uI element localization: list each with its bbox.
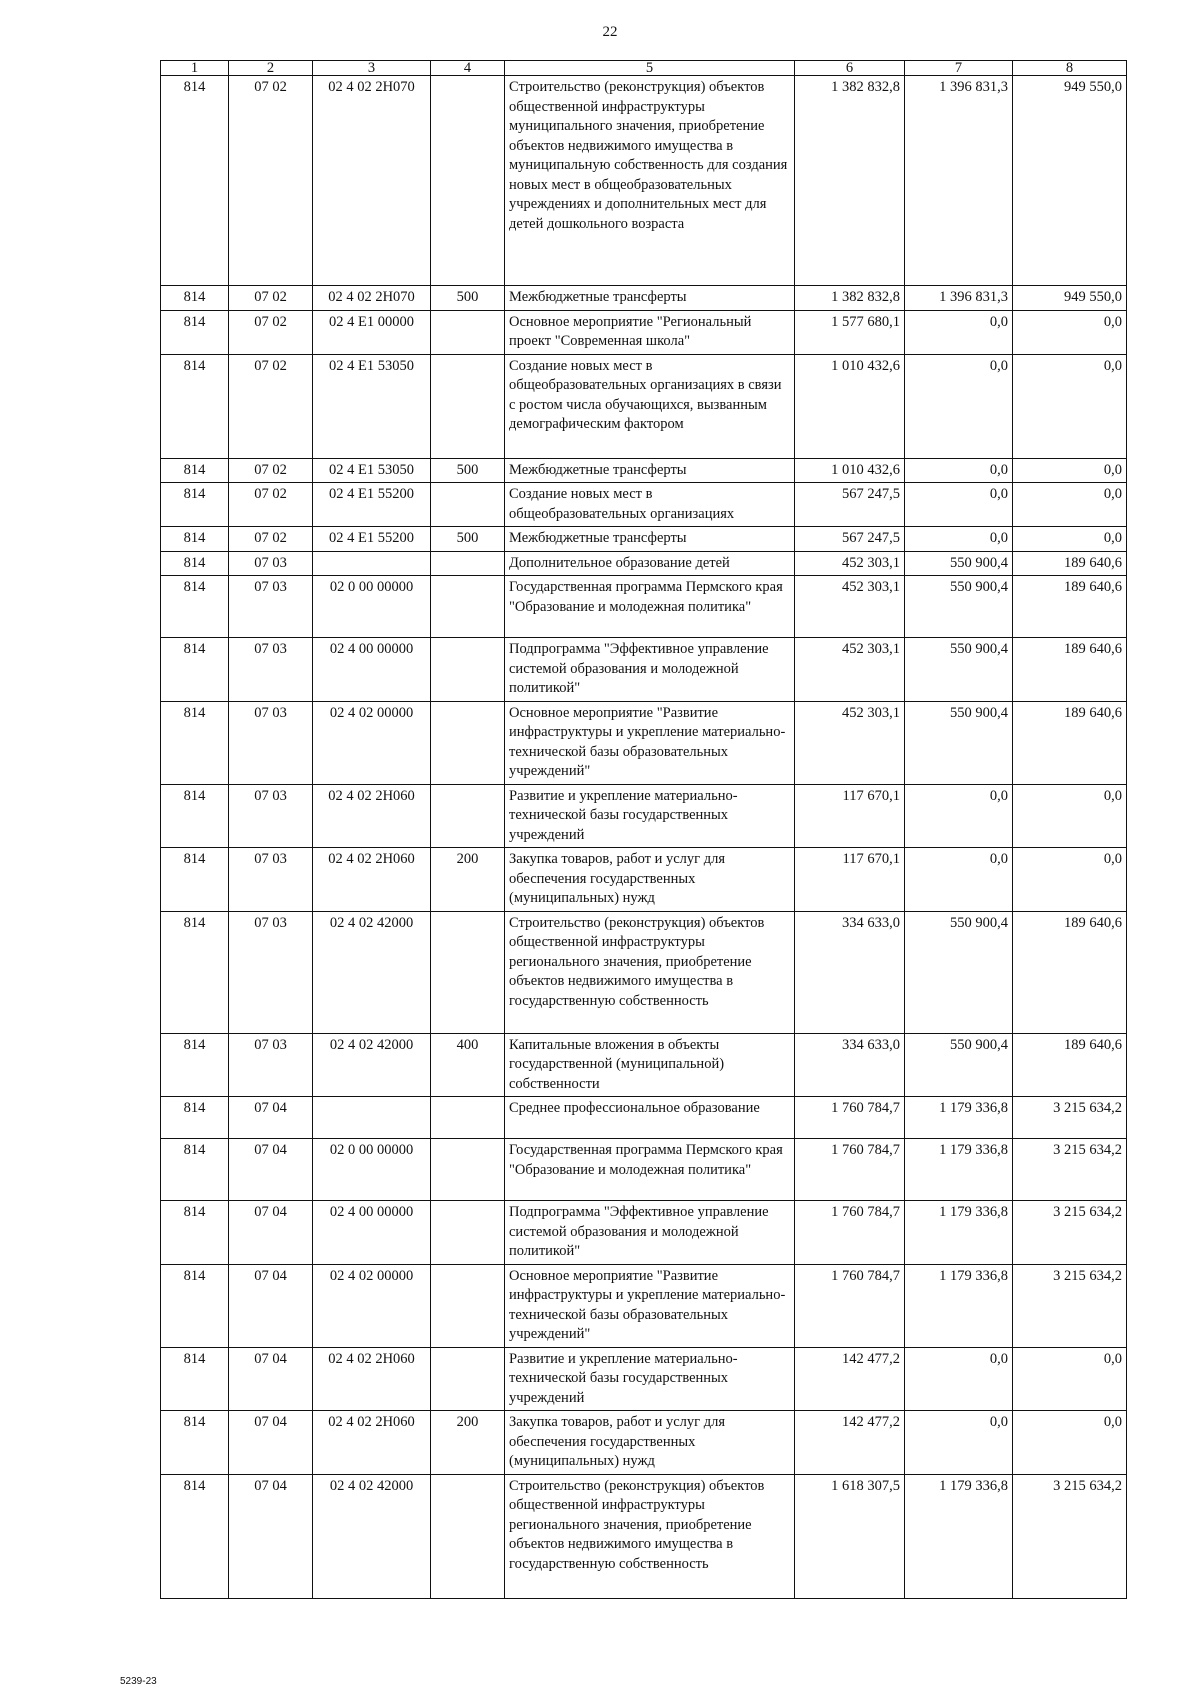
target-article-code: 02 4 02 2Н070 (313, 286, 431, 311)
amount-year-3: 0,0 (1013, 1411, 1127, 1475)
ministry-code: 814 (161, 911, 229, 1033)
ministry-code: 814 (161, 527, 229, 552)
target-article-code: 02 4 02 42000 (313, 1033, 431, 1097)
section-code: 07 03 (229, 911, 313, 1033)
amount-year-1: 334 633,0 (795, 911, 905, 1033)
amount-year-3: 0,0 (1013, 848, 1127, 912)
ministry-code: 814 (161, 1411, 229, 1475)
target-article-code: 02 4 02 2Н060 (313, 848, 431, 912)
table-row (161, 1201, 1127, 1265)
amount-year-3: 0,0 (1013, 1347, 1127, 1411)
amount-year-3: 3 215 634,2 (1013, 1474, 1127, 1598)
ministry-code: 814 (161, 458, 229, 483)
target-article-code (313, 551, 431, 576)
section-code: 07 03 (229, 551, 313, 576)
amount-year-3: 0,0 (1013, 527, 1127, 552)
amount-year-2: 0,0 (905, 1347, 1013, 1411)
section-code: 07 02 (229, 76, 313, 286)
expense-type-code (431, 784, 505, 848)
table-row (161, 1139, 1127, 1201)
amount-year-3: 189 640,6 (1013, 551, 1127, 576)
amount-year-3: 3 215 634,2 (1013, 1201, 1127, 1265)
ministry-code: 814 (161, 576, 229, 638)
expense-type-code (431, 76, 505, 286)
amount-year-1: 1 382 832,8 (795, 76, 905, 286)
ministry-code: 814 (161, 1474, 229, 1598)
table-row (161, 551, 1127, 576)
amount-year-3: 0,0 (1013, 458, 1127, 483)
expense-type-code (431, 1264, 505, 1347)
column-number-row (161, 61, 1127, 76)
table-row (161, 1411, 1127, 1475)
amount-year-3: 0,0 (1013, 354, 1127, 458)
target-article-code: 02 4 Е1 53050 (313, 458, 431, 483)
amount-year-3: 3 215 634,2 (1013, 1139, 1127, 1201)
expense-type-code: 500 (431, 286, 505, 311)
section-code: 07 02 (229, 310, 313, 354)
amount-year-1: 142 477,2 (795, 1411, 905, 1475)
ministry-code: 814 (161, 286, 229, 311)
expense-type-code (431, 638, 505, 702)
amount-year-2: 0,0 (905, 848, 1013, 912)
ministry-code: 814 (161, 310, 229, 354)
column-header: 8 (1013, 61, 1127, 76)
expense-type-code (431, 1139, 505, 1201)
amount-year-1: 1 760 784,7 (795, 1097, 905, 1139)
item-name: Закупка товаров, работ и услуг для обеспечения государственных (муниципальных) нужд (505, 848, 795, 912)
ministry-code: 814 (161, 701, 229, 784)
target-article-code: 02 4 02 42000 (313, 911, 431, 1033)
amount-year-2: 0,0 (905, 354, 1013, 458)
ministry-code: 814 (161, 551, 229, 576)
item-name: Межбюджетные трансферты (505, 458, 795, 483)
ministry-code: 814 (161, 1033, 229, 1097)
column-header: 2 (229, 61, 313, 76)
table-row (161, 483, 1127, 527)
target-article-code: 02 4 00 00000 (313, 1201, 431, 1265)
item-name: Капитальные вложения в объекты государственной (муниципальной) собственности (505, 1033, 795, 1097)
amount-year-3: 189 640,6 (1013, 1033, 1127, 1097)
amount-year-2: 550 900,4 (905, 701, 1013, 784)
amount-year-3: 949 550,0 (1013, 286, 1127, 311)
column-header: 1 (161, 61, 229, 76)
item-name: Дополнительное образование детей (505, 551, 795, 576)
page-number: 22 (602, 24, 618, 40)
target-article-code: 02 4 Е1 53050 (313, 354, 431, 458)
expense-type-code (431, 1201, 505, 1265)
item-name: Создание новых мест в общеобразовательных организациях в связи с ростом числа обучающихся, вызванным демографическим фактором (505, 354, 795, 458)
amount-year-2: 550 900,4 (905, 551, 1013, 576)
table-row (161, 1033, 1127, 1097)
expense-type-code: 200 (431, 1411, 505, 1475)
amount-year-2: 0,0 (905, 784, 1013, 848)
amount-year-2: 550 900,4 (905, 638, 1013, 702)
expense-type-code (431, 551, 505, 576)
target-article-code: 02 4 02 42000 (313, 1474, 431, 1598)
table-row (161, 784, 1127, 848)
target-article-code: 02 4 02 2Н070 (313, 76, 431, 286)
section-code: 07 04 (229, 1201, 313, 1265)
expense-type-code (431, 701, 505, 784)
expense-type-code (431, 911, 505, 1033)
section-code: 07 03 (229, 1033, 313, 1097)
amount-year-3: 0,0 (1013, 310, 1127, 354)
amount-year-1: 117 670,1 (795, 848, 905, 912)
amount-year-2: 0,0 (905, 310, 1013, 354)
section-code: 07 04 (229, 1347, 313, 1411)
amount-year-3: 3 215 634,2 (1013, 1097, 1127, 1139)
amount-year-1: 1 760 784,7 (795, 1139, 905, 1201)
amount-year-1: 567 247,5 (795, 483, 905, 527)
amount-year-3: 189 640,6 (1013, 911, 1127, 1033)
table-row (161, 576, 1127, 638)
table-row (161, 458, 1127, 483)
amount-year-2: 1 179 336,8 (905, 1201, 1013, 1265)
ministry-code: 814 (161, 848, 229, 912)
table-row (161, 701, 1127, 784)
section-code: 07 02 (229, 354, 313, 458)
target-article-code: 02 4 Е1 55200 (313, 527, 431, 552)
target-article-code (313, 1097, 431, 1139)
table-row (161, 354, 1127, 458)
amount-year-3: 189 640,6 (1013, 576, 1127, 638)
ministry-code: 814 (161, 1347, 229, 1411)
amount-year-3: 0,0 (1013, 784, 1127, 848)
table-row (161, 1264, 1127, 1347)
amount-year-3: 189 640,6 (1013, 701, 1127, 784)
amount-year-1: 1 010 432,6 (795, 458, 905, 483)
expense-type-code (431, 576, 505, 638)
target-article-code: 02 4 02 2Н060 (313, 1411, 431, 1475)
item-name: Создание новых мест в общеобразовательных организациях (505, 483, 795, 527)
item-name: Строительство (реконструкция) объектов общественной инфраструктуры муниципального значения, приобретение объектов недвижимого имущества в муниципальную собственность для создания новых мест в общеобразовательных учреждениях и дополнительных мест для детей дошкольного возраста (505, 76, 795, 286)
amount-year-1: 142 477,2 (795, 1347, 905, 1411)
table-row (161, 286, 1127, 311)
amount-year-1: 1 577 680,1 (795, 310, 905, 354)
amount-year-3: 949 550,0 (1013, 76, 1127, 286)
expense-type-code: 200 (431, 848, 505, 912)
amount-year-1: 1 010 432,6 (795, 354, 905, 458)
amount-year-1: 1 382 832,8 (795, 286, 905, 311)
table-row (161, 1097, 1127, 1139)
table-row (161, 638, 1127, 702)
ministry-code: 814 (161, 483, 229, 527)
item-name: Закупка товаров, работ и услуг для обеспечения государственных (муниципальных) нужд (505, 1411, 795, 1475)
section-code: 07 02 (229, 527, 313, 552)
amount-year-1: 452 303,1 (795, 701, 905, 784)
column-header: 6 (795, 61, 905, 76)
ministry-code: 814 (161, 784, 229, 848)
target-article-code: 02 0 00 00000 (313, 576, 431, 638)
amount-year-3: 189 640,6 (1013, 638, 1127, 702)
expense-type-code (431, 1347, 505, 1411)
target-article-code: 02 4 02 2Н060 (313, 1347, 431, 1411)
ministry-code: 814 (161, 76, 229, 286)
section-code: 07 04 (229, 1264, 313, 1347)
section-code: 07 03 (229, 576, 313, 638)
target-article-code: 02 4 02 00000 (313, 1264, 431, 1347)
amount-year-2: 0,0 (905, 483, 1013, 527)
budget-table (160, 60, 1127, 1599)
section-code: 07 04 (229, 1097, 313, 1139)
section-code: 07 02 (229, 483, 313, 527)
section-code: 07 03 (229, 848, 313, 912)
expense-type-code (431, 483, 505, 527)
section-code: 07 04 (229, 1474, 313, 1598)
ministry-code: 814 (161, 1139, 229, 1201)
column-header: 4 (431, 61, 505, 76)
amount-year-2: 1 396 831,3 (905, 286, 1013, 311)
amount-year-1: 1 760 784,7 (795, 1264, 905, 1347)
section-code: 07 02 (229, 286, 313, 311)
table-row (161, 911, 1127, 1033)
column-header: 7 (905, 61, 1013, 76)
column-header: 5 (505, 61, 795, 76)
amount-year-1: 452 303,1 (795, 638, 905, 702)
ministry-code: 814 (161, 1264, 229, 1347)
amount-year-1: 452 303,1 (795, 576, 905, 638)
expense-type-code (431, 310, 505, 354)
item-name: Государственная программа Пермского края "Образование и молодежная политика" (505, 1139, 795, 1201)
item-name: Строительство (реконструкция) объектов общественной инфраструктуры регионального значения, приобретение объектов недвижимого имущества в государственную собственность (505, 911, 795, 1033)
section-code: 07 03 (229, 701, 313, 784)
section-code: 07 03 (229, 784, 313, 848)
amount-year-1: 452 303,1 (795, 551, 905, 576)
item-name: Государственная программа Пермского края "Образование и молодежная политика" (505, 576, 795, 638)
item-name: Основное мероприятие "Развитие инфраструктуры и укрепление материально-технической базы образовательных учреждений" (505, 1264, 795, 1347)
amount-year-3: 0,0 (1013, 483, 1127, 527)
amount-year-2: 1 179 336,8 (905, 1097, 1013, 1139)
item-name: Подпрограмма "Эффективное управление системой образования и молодежной политикой" (505, 1201, 795, 1265)
target-article-code: 02 4 00 00000 (313, 638, 431, 702)
amount-year-2: 1 396 831,3 (905, 76, 1013, 286)
ministry-code: 814 (161, 1097, 229, 1139)
amount-year-2: 550 900,4 (905, 911, 1013, 1033)
section-code: 07 04 (229, 1139, 313, 1201)
item-name: Строительство (реконструкция) объектов общественной инфраструктуры регионального значения, приобретение объектов недвижимого имущества в государственную собственность (505, 1474, 795, 1598)
amount-year-2: 1 179 336,8 (905, 1139, 1013, 1201)
item-name: Среднее профессиональное образование (505, 1097, 795, 1139)
item-name: Межбюджетные трансферты (505, 527, 795, 552)
amount-year-2: 1 179 336,8 (905, 1264, 1013, 1347)
target-article-code: 02 4 02 2Н060 (313, 784, 431, 848)
amount-year-1: 567 247,5 (795, 527, 905, 552)
expense-type-code: 500 (431, 527, 505, 552)
amount-year-2: 0,0 (905, 1411, 1013, 1475)
amount-year-1: 334 633,0 (795, 1033, 905, 1097)
ministry-code: 814 (161, 1201, 229, 1265)
amount-year-2: 0,0 (905, 458, 1013, 483)
table-row (161, 1474, 1127, 1598)
table-row (161, 310, 1127, 354)
section-code: 07 04 (229, 1411, 313, 1475)
section-code: 07 03 (229, 638, 313, 702)
item-name: Межбюджетные трансферты (505, 286, 795, 311)
expense-type-code (431, 1097, 505, 1139)
table-row (161, 848, 1127, 912)
item-name: Подпрограмма "Эффективное управление системой образования и молодежной политикой" (505, 638, 795, 702)
expense-type-code: 500 (431, 458, 505, 483)
expense-type-code (431, 1474, 505, 1598)
target-article-code: 02 4 Е1 55200 (313, 483, 431, 527)
section-code: 07 02 (229, 458, 313, 483)
amount-year-3: 3 215 634,2 (1013, 1264, 1127, 1347)
amount-year-2: 550 900,4 (905, 576, 1013, 638)
amount-year-1: 1 760 784,7 (795, 1201, 905, 1265)
table-row (161, 527, 1127, 552)
amount-year-1: 1 618 307,5 (795, 1474, 905, 1598)
ministry-code: 814 (161, 638, 229, 702)
amount-year-1: 117 670,1 (795, 784, 905, 848)
target-article-code: 02 0 00 00000 (313, 1139, 431, 1201)
item-name: Развитие и укрепление материально-технической базы государственных учреждений (505, 784, 795, 848)
document-code: 5239-23 (120, 1676, 157, 1687)
amount-year-2: 550 900,4 (905, 1033, 1013, 1097)
expense-type-code (431, 354, 505, 458)
expense-type-code: 400 (431, 1033, 505, 1097)
table-row (161, 1347, 1127, 1411)
item-name: Основное мероприятие "Развитие инфраструктуры и укрепление материально-технической базы образовательных учреждений" (505, 701, 795, 784)
target-article-code: 02 4 02 00000 (313, 701, 431, 784)
column-header: 3 (313, 61, 431, 76)
amount-year-2: 1 179 336,8 (905, 1474, 1013, 1598)
table-row (161, 76, 1127, 286)
target-article-code: 02 4 Е1 00000 (313, 310, 431, 354)
amount-year-2: 0,0 (905, 527, 1013, 552)
ministry-code: 814 (161, 354, 229, 458)
item-name: Основное мероприятие "Региональный проект "Современная школа" (505, 310, 795, 354)
item-name: Развитие и укрепление материально-технической базы государственных учреждений (505, 1347, 795, 1411)
